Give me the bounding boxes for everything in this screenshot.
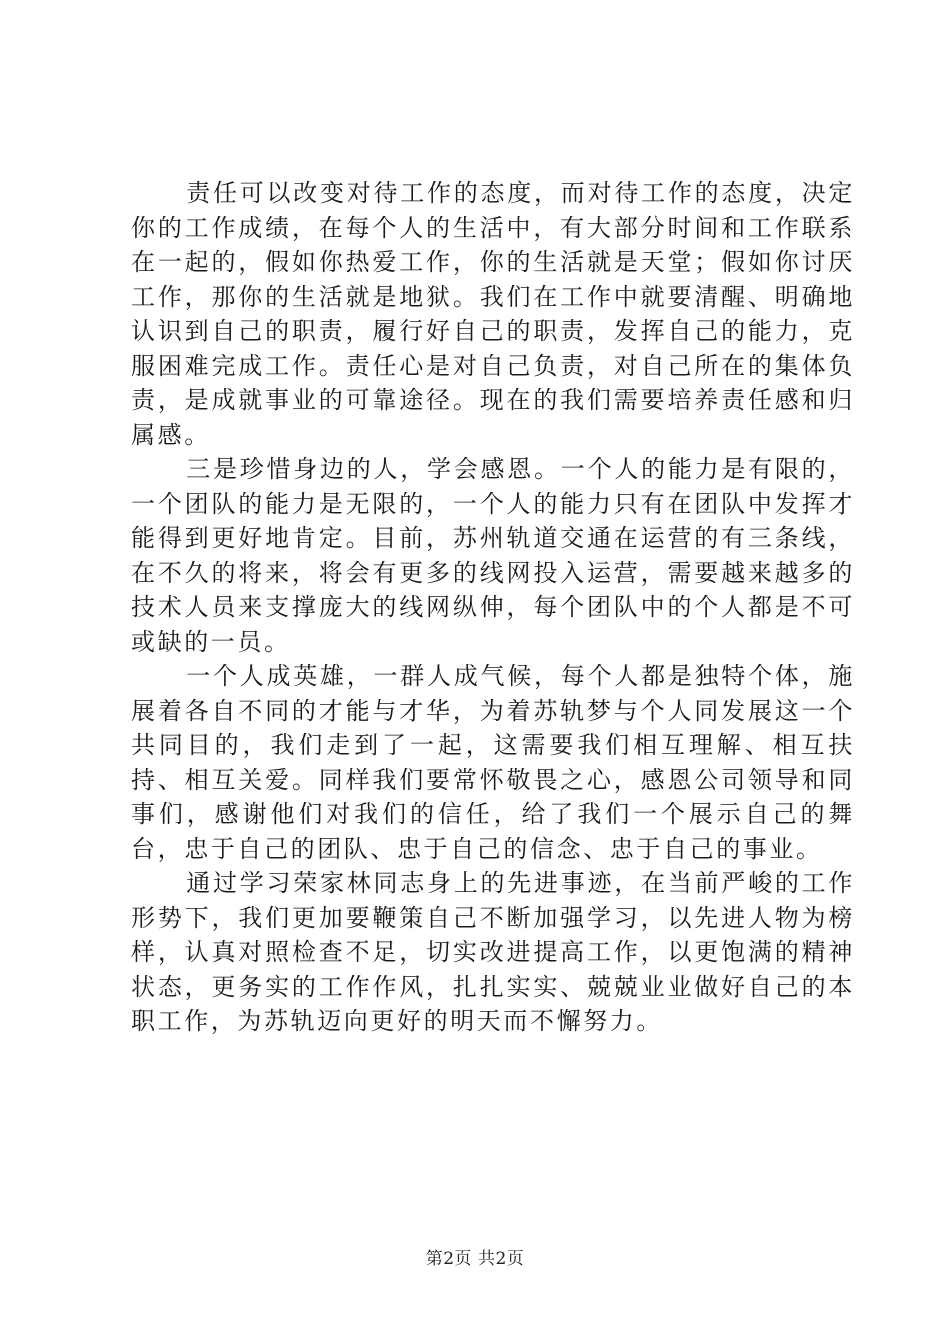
document-body: [131, 176, 855, 1039]
page-number-footer: 第2页 共2页: [425, 1249, 525, 1269]
paragraph-conclusion: 通过学习荣家林同志身上的先进事迹，在当前严峻的工作形势下，我们更加要鞭策自己不断加强学习，以先进人物为榜样，认真对照检查不足，切实改进提高工作，以更饱满的精神状态，更务实的工作作风，扎扎实实、兢兢业业做好自己的本职工作，为苏轨迈向更好的明天而不懈努力。: [131, 869, 855, 1035]
paragraph-responsibility: 责任可以改变对待工作的态度，而对待工作的态度，决定你的工作成绩，在每个人的生活中，有大部分时间和工作联系在一起的，假如你热爱工作，你的生活就是天堂；假如你讨厌工作，那你的生活就是地狱。我们在工作中就要清醒、明确地认识到自己的职责，履行好自己的职责，发挥自己的能力，克服困难完成工作。责任心是对自己负责，对自己所在的集体负责，是成就事业的可靠途径。现在的我们需要培养责任感和归属感。: [131, 179, 855, 449]
paragraph-cherish-people: 三是珍惜身边的人，学会感恩。一个人的能力是有限的，一个团队的能力是无限的，一个人的能力只有在团队中发挥才能得到更好地肯定。目前，苏州轨道交通在运营的有三条线，在不久的将来，将会有更多的线网投入运营，需要越来越多的技术人员来支撑庞大的线网纵伸，每个团队中的个人都是不可或缺的一员。: [131, 455, 855, 656]
paragraph-teamwork: 一个人成英雄，一群人成气候，每个人都是独特个体，施展着各自不同的才能与才华，为着苏轨梦与个人同发展这一个共同目的，我们走到了一起，这需要我们相互理解、相互扶持、相互关爱。同样我们要常怀敬畏之心，感恩公司领导和同事们，感谢他们对我们的信任，给了我们一个展示自己的舞台，忠于自己的团队、忠于自己的信念、忠于自己的事业。: [131, 662, 855, 863]
